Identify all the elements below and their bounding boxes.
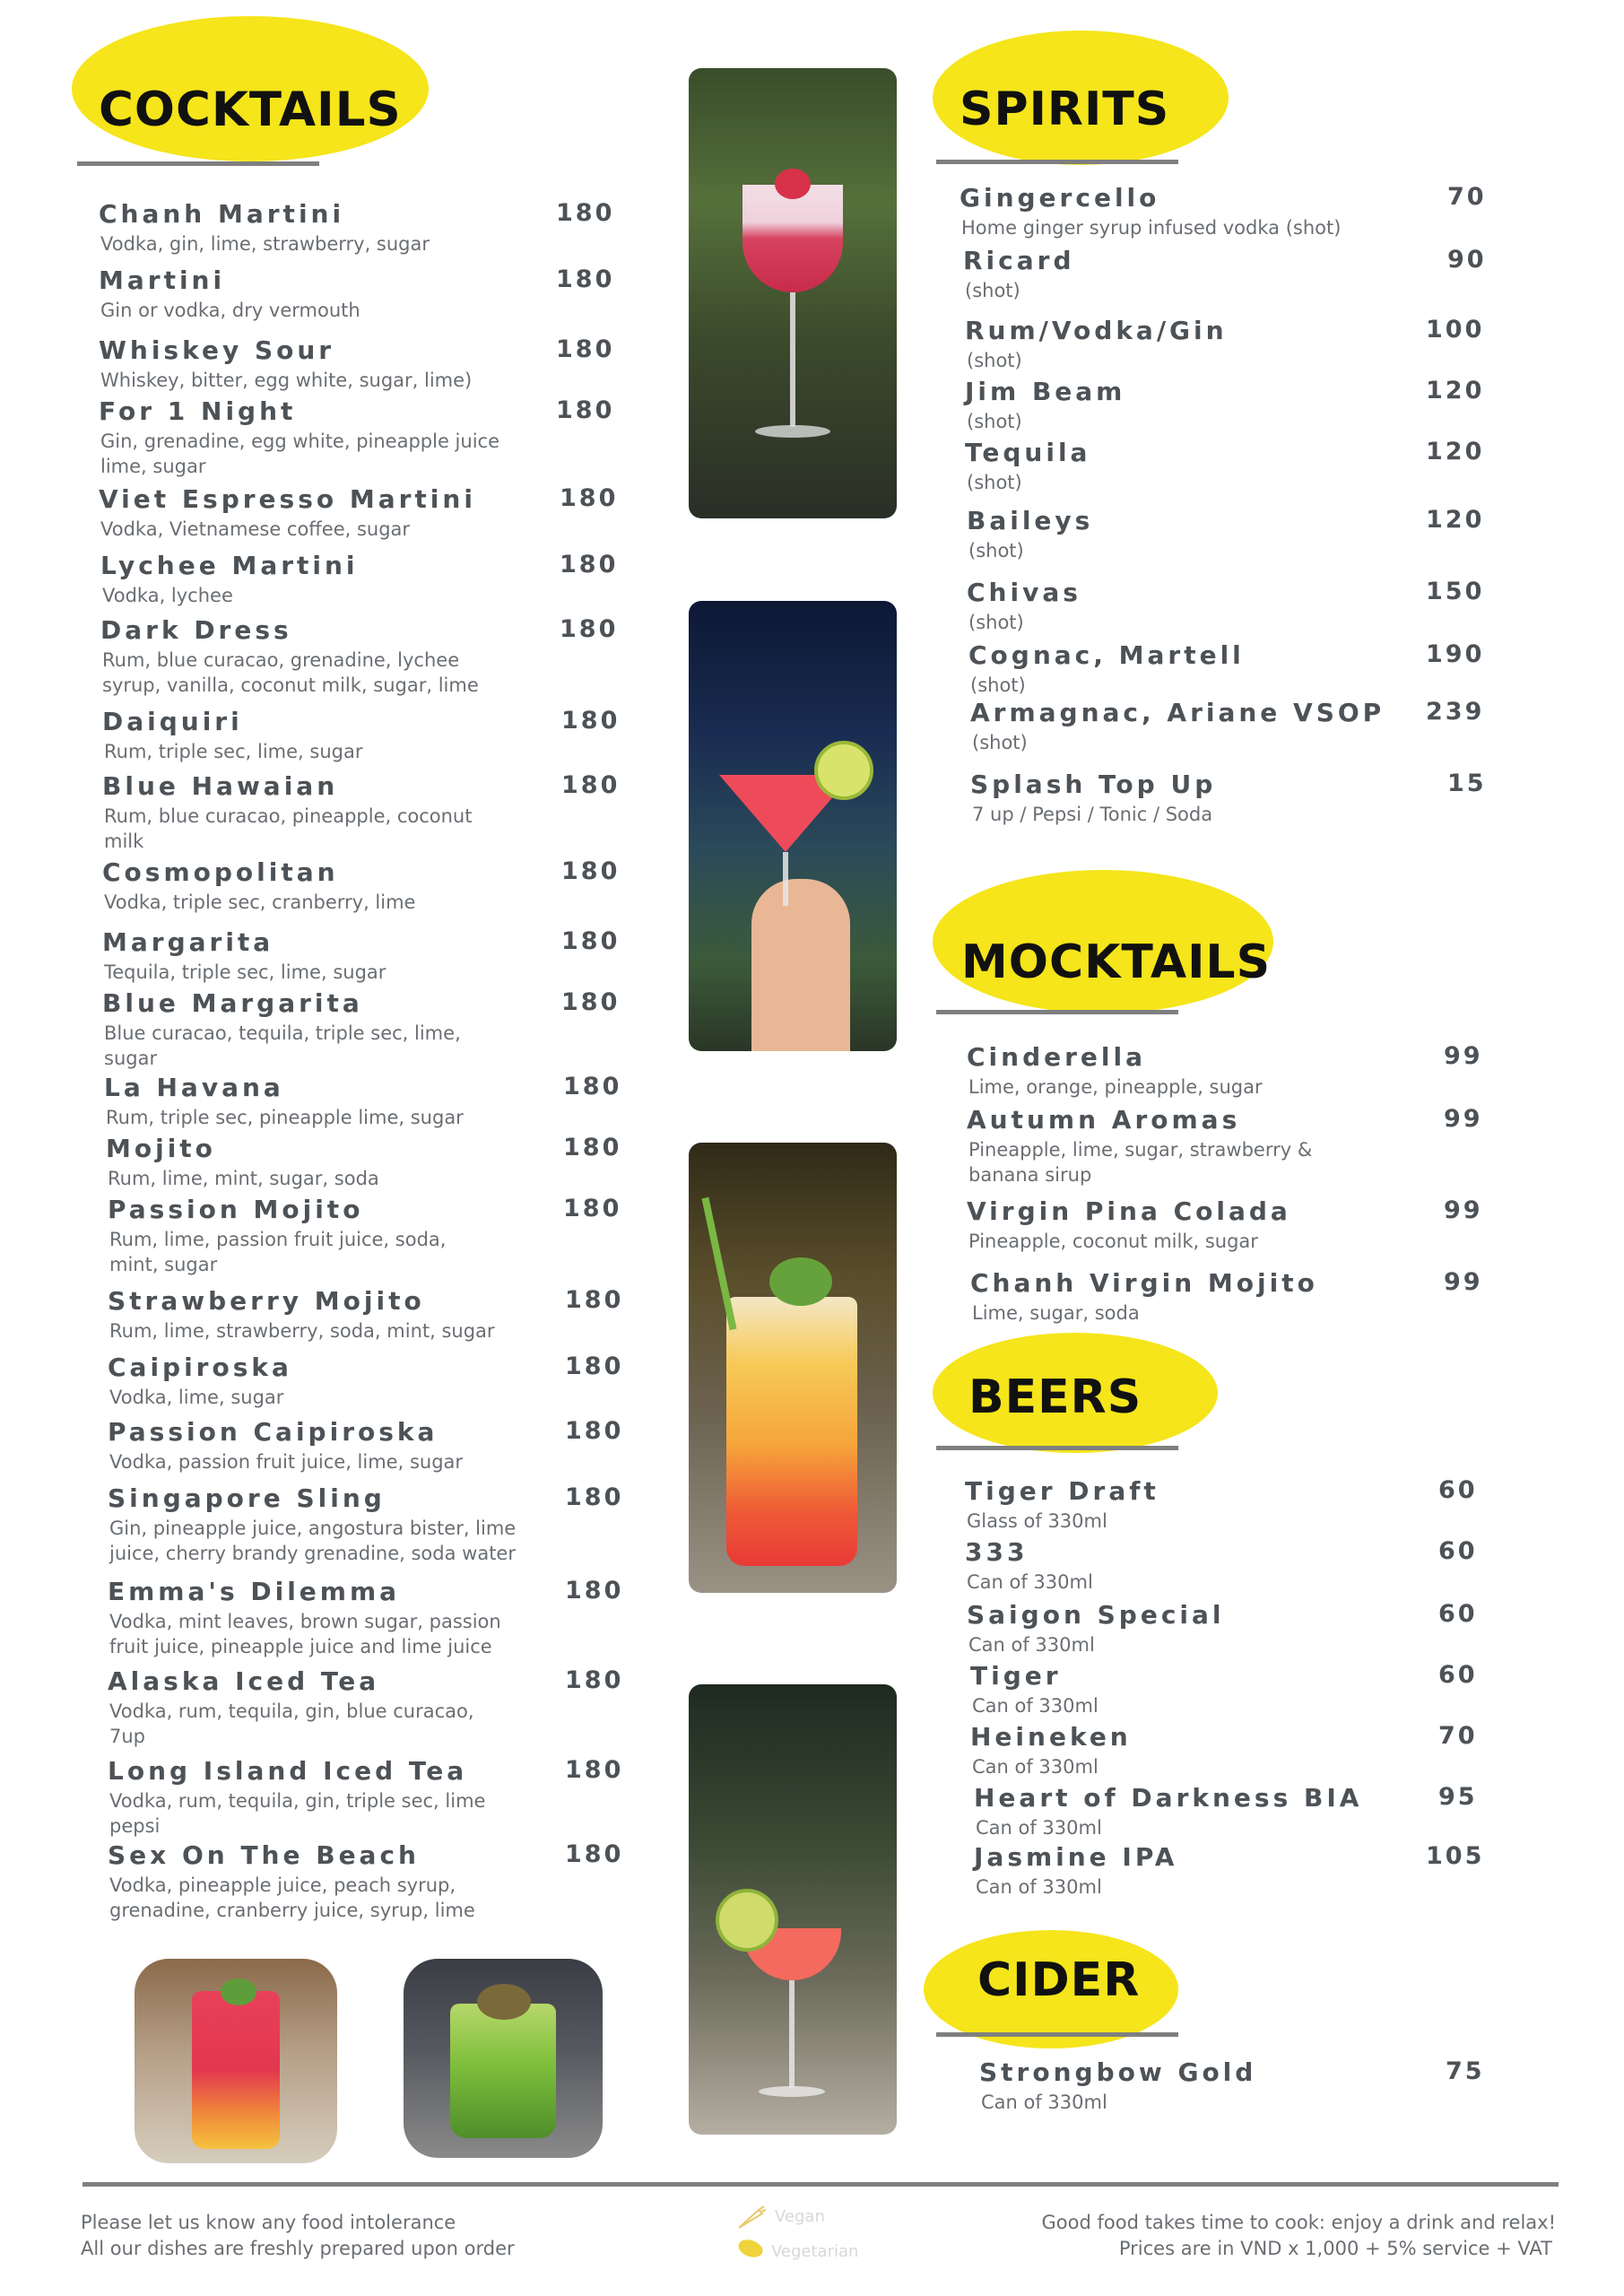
item-price: 120 xyxy=(1426,377,1485,404)
item-description: Pineapple, lime, sugar, strawberry & banana sirup xyxy=(968,1139,1313,1186)
item-description: Vodka, triple sec, cranberry, lime xyxy=(104,891,416,913)
item-name: Baileys xyxy=(967,506,1094,535)
item-name: Tequila xyxy=(965,438,1091,467)
item-price: 180 xyxy=(565,1483,624,1511)
item-name: Whiskey Sour xyxy=(99,335,335,365)
item-name: Margarita xyxy=(102,927,274,957)
item-name: Chivas xyxy=(967,578,1081,607)
footer-intolerance-note: Please let us know any food intolerance xyxy=(81,2212,456,2233)
item-description: Rum, lime, mint, sugar, soda xyxy=(108,1168,379,1189)
item-description: Home ginger syrup infused vodka (shot) xyxy=(961,217,1342,239)
item-price: 180 xyxy=(561,927,621,955)
lime-wheel xyxy=(716,1889,778,1952)
item-description: Rum, lime, passion fruit juice, soda, mint, sugar xyxy=(109,1229,447,1275)
footer-relax-note: Good food takes time to cook: enjoy a drink and relax! xyxy=(1041,2212,1556,2233)
mocktails-underline xyxy=(936,1010,1178,1014)
mint-garnish xyxy=(769,1257,832,1306)
item-name: Armagnac, Ariane VSOP xyxy=(970,698,1385,727)
item-name: Passion Mojito xyxy=(108,1195,364,1224)
item-price: 120 xyxy=(1426,506,1485,534)
item-price: 239 xyxy=(1426,698,1485,726)
item-description: Vodka, pineapple juice, peach syrup, grenadine, cranberry juice, syrup, lime xyxy=(109,1874,475,1921)
item-name: Singapore Sling xyxy=(108,1483,386,1513)
item-description: Can of 330ml xyxy=(972,1695,1099,1717)
item-description: 7 up / Pepsi / Tonic / Soda xyxy=(972,804,1213,825)
item-description: Rum, blue curacao, pineapple, coconut milk xyxy=(104,805,473,852)
beers-underline xyxy=(936,1446,1178,1450)
item-description: (shot) xyxy=(967,472,1022,493)
beers-title: BEERS xyxy=(968,1370,1142,1424)
item-price: 150 xyxy=(1426,578,1485,605)
item-description: Whiskey, bitter, egg white, sugar, lime) xyxy=(100,370,473,391)
item-price: 180 xyxy=(565,1756,624,1784)
mint-sprig xyxy=(221,1979,256,2005)
item-description: Vodka, lime, sugar xyxy=(109,1387,284,1408)
item-price: 99 xyxy=(1444,1196,1483,1224)
footer-fresh-note: All our dishes are freshly prepared upon order xyxy=(81,2238,515,2259)
item-description: Lime, orange, pineapple, sugar xyxy=(968,1076,1263,1098)
item-price: 15 xyxy=(1447,770,1487,797)
item-price: 100 xyxy=(1426,316,1485,344)
cider-title: CIDER xyxy=(977,1953,1141,2007)
item-description: Can of 330ml xyxy=(972,1756,1099,1778)
item-name: Lychee Martini xyxy=(100,551,359,580)
item-price: 180 xyxy=(560,551,619,578)
item-description: Can of 330ml xyxy=(976,1876,1102,1898)
item-price: 180 xyxy=(556,396,615,424)
item-price: 75 xyxy=(1446,2057,1485,2085)
spirits-underline xyxy=(936,160,1178,164)
item-price: 60 xyxy=(1438,1537,1478,1565)
item-description: Vodka, rum, tequila, gin, blue curacao, 7up xyxy=(109,1700,474,1747)
item-description: Can of 330ml xyxy=(967,1571,1093,1593)
item-name: Strawberry Mojito xyxy=(108,1286,425,1316)
item-name: For 1 Night xyxy=(99,396,297,426)
item-description: Gin, grenadine, egg white, pineapple juice lime, sugar xyxy=(100,430,499,477)
martini-stem xyxy=(783,852,788,906)
item-price: 180 xyxy=(563,1134,622,1161)
item-name: Tiger Draft xyxy=(965,1476,1159,1506)
item-description: Can of 330ml xyxy=(981,2092,1107,2113)
item-name: Caipiroska xyxy=(108,1352,292,1382)
hand xyxy=(751,879,850,1051)
item-description: Tequila, triple sec, lime, sugar xyxy=(104,961,386,983)
glass-base xyxy=(755,425,830,438)
item-price: 60 xyxy=(1438,1476,1478,1504)
item-description: (shot) xyxy=(967,350,1022,371)
item-description: Rum, blue curacao, grenadine, lychee syrup, vanilla, coconut milk, sugar, lime xyxy=(102,649,479,696)
item-name: Cinderella xyxy=(967,1042,1147,1072)
item-name: Saigon Special xyxy=(967,1600,1225,1630)
item-price: 180 xyxy=(560,484,619,512)
item-name: Chanh Virgin Mojito xyxy=(970,1268,1318,1298)
item-description: Vodka, rum, tequila, gin, triple sec, lime pepsi xyxy=(109,1790,486,1837)
tall-glass-drink xyxy=(726,1297,857,1566)
item-name: Virgin Pina Colada xyxy=(967,1196,1291,1226)
coupe-stem xyxy=(789,1980,795,2088)
item-name: Heart of Darkness BIA xyxy=(974,1783,1363,1813)
item-price: 180 xyxy=(565,1577,624,1605)
item-description: (shot) xyxy=(968,612,1024,633)
item-price: 99 xyxy=(1444,1105,1483,1133)
item-name: Chanh Martini xyxy=(99,199,345,229)
item-description: Vodka, gin, lime, strawberry, sugar xyxy=(100,233,430,255)
footer-prices-note: Prices are in VND x 1,000 + 5% service + VAT xyxy=(1118,2238,1552,2259)
lemon-icon xyxy=(735,2237,766,2260)
item-name: Dark Dress xyxy=(100,615,292,645)
item-price: 60 xyxy=(1438,1661,1478,1689)
item-price: 180 xyxy=(565,1840,624,1868)
item-description: (shot) xyxy=(970,674,1026,696)
item-price: 180 xyxy=(556,265,615,293)
legend-vegetarian-label: Vegetarian xyxy=(771,2242,859,2261)
item-name: Viet Espresso Martini xyxy=(99,484,476,514)
item-price: 180 xyxy=(560,615,619,643)
item-name: Blue Margarita xyxy=(102,988,363,1018)
item-description: Can of 330ml xyxy=(976,1817,1102,1839)
item-price: 190 xyxy=(1426,640,1485,668)
straw xyxy=(701,1197,736,1330)
item-price: 60 xyxy=(1438,1600,1478,1628)
item-name: Strongbow Gold xyxy=(979,2057,1257,2087)
carrot-icon xyxy=(735,2205,768,2231)
item-name: Heineken xyxy=(970,1722,1132,1752)
cocktail-photo-4 xyxy=(689,1684,897,2135)
item-price: 180 xyxy=(561,988,621,1016)
item-name: Sex On The Beach xyxy=(108,1840,420,1870)
legend-vegan-label: Vegan xyxy=(775,2207,825,2226)
item-name: 333 xyxy=(965,1537,1029,1567)
mocktails-title: MOCKTAILS xyxy=(961,935,1272,989)
item-price: 90 xyxy=(1447,246,1487,274)
item-name: Splash Top Up xyxy=(970,770,1217,799)
item-name: Mojito xyxy=(106,1134,216,1163)
item-name: Rum/Vodka/Gin xyxy=(965,316,1228,345)
item-price: 120 xyxy=(1426,438,1485,465)
item-description: Pineapple, coconut milk, sugar xyxy=(968,1231,1258,1252)
layered-drink xyxy=(192,1991,280,2149)
item-description: Lime, sugar, soda xyxy=(972,1302,1140,1324)
item-description: Vodka, passion fruit juice, lime, sugar xyxy=(109,1451,464,1473)
item-name: Cosmopolitan xyxy=(102,857,339,887)
item-name: Blue Hawaian xyxy=(102,771,339,801)
cocktail-photo-1 xyxy=(689,68,897,518)
mojito-glass-drink xyxy=(450,2004,556,2138)
item-description: Vodka, lychee xyxy=(102,585,233,606)
item-name: Cognac, Martell xyxy=(968,640,1245,670)
item-description: Vodka, mint leaves, brown sugar, passion fruit juice, pineapple juice and lime juice xyxy=(109,1611,501,1657)
cocktails-underline xyxy=(77,161,319,166)
item-description: Rum, lime, strawberry, soda, mint, sugar xyxy=(109,1320,495,1342)
item-price: 95 xyxy=(1438,1783,1478,1811)
item-description: Glass of 330ml xyxy=(967,1510,1107,1532)
footer-rule xyxy=(83,2182,1559,2187)
item-price: 180 xyxy=(556,199,615,227)
item-price: 180 xyxy=(565,1352,624,1380)
item-name: La Havana xyxy=(104,1073,284,1102)
item-description: (shot) xyxy=(967,411,1022,432)
item-price: 180 xyxy=(563,1195,622,1222)
item-description: Rum, triple sec, pineapple lime, sugar xyxy=(106,1107,464,1128)
item-description: Rum, triple sec, lime, sugar xyxy=(104,741,363,762)
item-price: 180 xyxy=(565,1286,624,1314)
item-name: Jim Beam xyxy=(965,377,1126,406)
item-name: Autumn Aromas xyxy=(967,1105,1241,1135)
item-name: Martini xyxy=(99,265,226,295)
cider-underline xyxy=(936,2032,1178,2037)
item-price: 180 xyxy=(561,707,621,735)
item-name: Alaska Iced Tea xyxy=(108,1666,380,1696)
item-price: 99 xyxy=(1444,1042,1483,1070)
item-description: Gin or vodka, dry vermouth xyxy=(100,300,360,321)
item-name: Tiger xyxy=(970,1661,1062,1691)
item-description: Gin, pineapple juice, angostura bister, lime juice, cherry brandy grenadine, soda water xyxy=(109,1518,517,1564)
cocktail-photo-5 xyxy=(135,1959,337,2163)
coupe-base xyxy=(759,2086,825,2097)
item-description: (shot) xyxy=(972,732,1028,753)
item-price: 70 xyxy=(1447,183,1487,211)
item-name: Ricard xyxy=(963,246,1075,275)
item-description: Vodka, Vietnamese coffee, sugar xyxy=(100,518,411,540)
lime-disc xyxy=(477,1984,531,2020)
item-name: Gingercello xyxy=(960,183,1160,213)
lime-slice xyxy=(814,741,873,800)
glass-drink xyxy=(743,185,843,292)
item-price: 180 xyxy=(556,335,615,363)
item-name: Long Island Iced Tea xyxy=(108,1756,468,1786)
item-price: 180 xyxy=(565,1666,624,1694)
item-price: 180 xyxy=(563,1073,622,1100)
item-price: 105 xyxy=(1426,1842,1485,1870)
item-description: Can of 330ml xyxy=(968,1634,1095,1656)
item-name: Jasmine IPA xyxy=(974,1842,1178,1872)
item-price: 180 xyxy=(561,771,621,799)
cocktail-photo-6 xyxy=(404,1959,603,2158)
garnish-flower xyxy=(775,169,811,199)
item-description: (shot) xyxy=(965,280,1020,301)
item-price: 70 xyxy=(1438,1722,1478,1750)
item-price: 99 xyxy=(1444,1268,1483,1296)
item-description: (shot) xyxy=(968,540,1024,561)
cocktails-title: COCKTAILS xyxy=(99,83,402,137)
glass-stem xyxy=(790,292,795,427)
item-description: Blue curacao, tequila, triple sec, lime, sugar xyxy=(104,1022,461,1069)
item-name: Daiquiri xyxy=(102,707,243,736)
item-price: 180 xyxy=(565,1417,624,1445)
spirits-title: SPIRITS xyxy=(960,83,1170,136)
item-name: Emma's Dilemma xyxy=(108,1577,401,1606)
item-price: 180 xyxy=(561,857,621,885)
item-name: Passion Caipiroska xyxy=(108,1417,439,1447)
mocktail-photo-3 xyxy=(689,1143,897,1593)
cocktail-photo-2 xyxy=(689,601,897,1051)
